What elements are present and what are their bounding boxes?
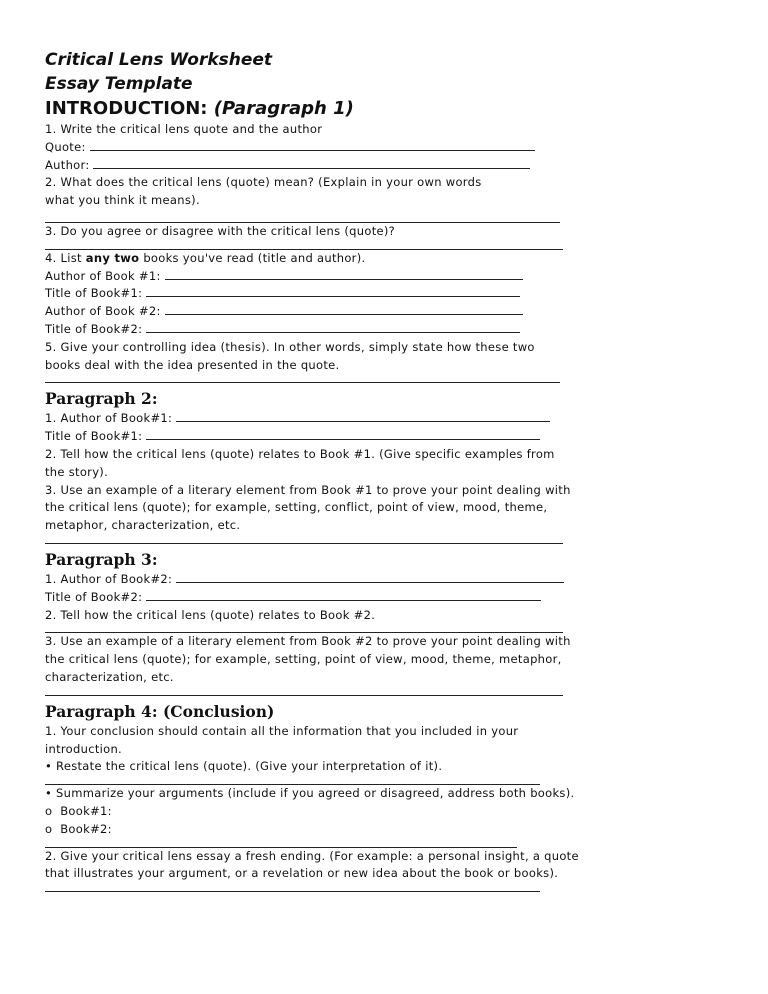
quote-label: Quote: xyxy=(45,139,90,154)
p2-question-2a: 2. Tell how the critical lens (quote) relates to Book #1. (Give specific examples from xyxy=(45,446,555,461)
p3-question-3c: characterization, etc. xyxy=(45,669,174,684)
p2-question-3b: the critical lens (quote); for example, setting, conflict, point of view, mood, theme, xyxy=(45,500,548,515)
quote-field-row xyxy=(45,139,735,157)
intro-question-4 xyxy=(45,250,735,268)
p4-sub-book2: o Book#2: xyxy=(45,821,112,836)
paragraph-2-heading: Paragraph 2: xyxy=(45,389,158,409)
p2-question-2b: the story). xyxy=(45,464,109,479)
p2-title-label: Title of Book#1: xyxy=(45,429,147,444)
author-book2-blank[interactable] xyxy=(165,303,523,315)
intro-question-2a: 2. What does the critical lens (quote) mean? (Explain in your own words xyxy=(45,175,482,190)
p2-title-row xyxy=(45,428,735,446)
title-book2-blank[interactable] xyxy=(146,321,520,333)
p2-title-blank[interactable] xyxy=(146,428,540,440)
title-book1-blank[interactable] xyxy=(146,285,520,297)
p3-title-blank[interactable] xyxy=(146,589,541,601)
title-book1-label: Title of Book#1: xyxy=(45,286,147,301)
p3-question-2: 2. Tell how the critical lens (quote) relates to Book #2. xyxy=(45,607,376,622)
answer-line[interactable] xyxy=(45,776,540,785)
p3-question-3b: the critical lens (quote); for example, setting, point of view, mood, theme, metaphor, xyxy=(45,652,562,667)
author-field-row xyxy=(45,157,735,175)
title-book2-label: Title of Book#2: xyxy=(45,321,147,336)
author-book1-row xyxy=(45,268,735,286)
author-book2-label: Author of Book #2: xyxy=(45,304,165,319)
p2-question-3a: 3. Use an example of a literary element from Book #1 to prove your point dealing with xyxy=(45,482,571,497)
answer-line[interactable] xyxy=(45,210,560,223)
worksheet-title: Critical Lens Worksheet xyxy=(45,50,273,70)
quote-blank[interactable] xyxy=(90,139,535,151)
answer-line[interactable] xyxy=(45,883,540,892)
title-book2-row xyxy=(45,321,735,339)
title-book1-row xyxy=(45,285,735,303)
p3-question-3a: 3. Use an example of a literary element from Book #2 to prove your point dealing with xyxy=(45,634,571,649)
author-blank[interactable] xyxy=(93,157,530,169)
author-book1-label: Author of Book #1: xyxy=(45,268,165,283)
p3-author-row xyxy=(45,571,735,589)
author-label: Author: xyxy=(45,157,94,172)
intro-question-5a: 5. Give your controlling idea (thesis). In other words, simply state how these two xyxy=(45,339,535,354)
p3-title-row xyxy=(45,589,735,607)
p4-question-1b: introduction. xyxy=(45,741,122,756)
answer-line[interactable] xyxy=(45,687,563,696)
p4-question-1a: 1. Your conclusion should contain all the information that you included in your xyxy=(45,723,519,738)
intro-question-5b: books deal with the idea presented in the quote. xyxy=(45,357,340,372)
p2-author-row xyxy=(45,410,735,428)
q4-bold-text: any two xyxy=(85,250,140,265)
introduction-label: INTRODUCTION: xyxy=(45,98,214,119)
answer-line[interactable] xyxy=(45,374,560,383)
answer-line[interactable] xyxy=(45,624,563,633)
p3-author-label: 1. Author of Book#2: xyxy=(45,571,177,586)
p4-question-2a: 2. Give your critical lens essay a fresh ending. (For example: a personal insight, a quote xyxy=(45,848,579,863)
q4-text-end: books you've read (title and author). xyxy=(139,250,366,265)
intro-question-2b: what you think it means). xyxy=(45,193,200,208)
introduction-heading xyxy=(45,96,735,121)
p2-question-3c: metaphor, characterization, etc. xyxy=(45,518,241,533)
p3-author-blank[interactable] xyxy=(176,571,564,583)
p4-bullet-summarize: • Summarize your arguments (include if you agreed or disagreed, address both books). xyxy=(45,786,575,801)
author-book2-row xyxy=(45,303,735,321)
worksheet-subtitle: Essay Template xyxy=(45,74,193,94)
answer-line[interactable] xyxy=(45,241,563,250)
intro-question-1: 1. Write the critical lens quote and the author xyxy=(45,122,323,136)
answer-line[interactable] xyxy=(45,535,563,544)
paragraph-4-heading: Paragraph 4: (Conclusion) xyxy=(45,701,275,721)
worksheet-page xyxy=(45,48,735,892)
p4-question-2b: that illustrates your argument, or a revelation or new idea about the book or books). xyxy=(45,866,559,881)
intro-question-3: 3. Do you agree or disagree with the critical lens (quote)? xyxy=(45,223,396,238)
p3-title-label: Title of Book#2: xyxy=(45,589,147,604)
p2-author-label: 1. Author of Book#1: xyxy=(45,411,177,426)
p2-author-blank[interactable] xyxy=(176,410,550,422)
introduction-paragraph-label: (Paragraph 1) xyxy=(213,98,354,119)
author-book1-blank[interactable] xyxy=(165,268,523,280)
answer-line[interactable] xyxy=(45,839,517,848)
paragraph-3-heading: Paragraph 3: xyxy=(45,549,158,569)
q4-text-start: 4. List xyxy=(45,250,86,265)
p4-sub-book1: o Book#1: xyxy=(45,803,112,818)
p4-bullet-restate: • Restate the critical lens (quote). (Give your interpretation of it). xyxy=(45,759,443,774)
